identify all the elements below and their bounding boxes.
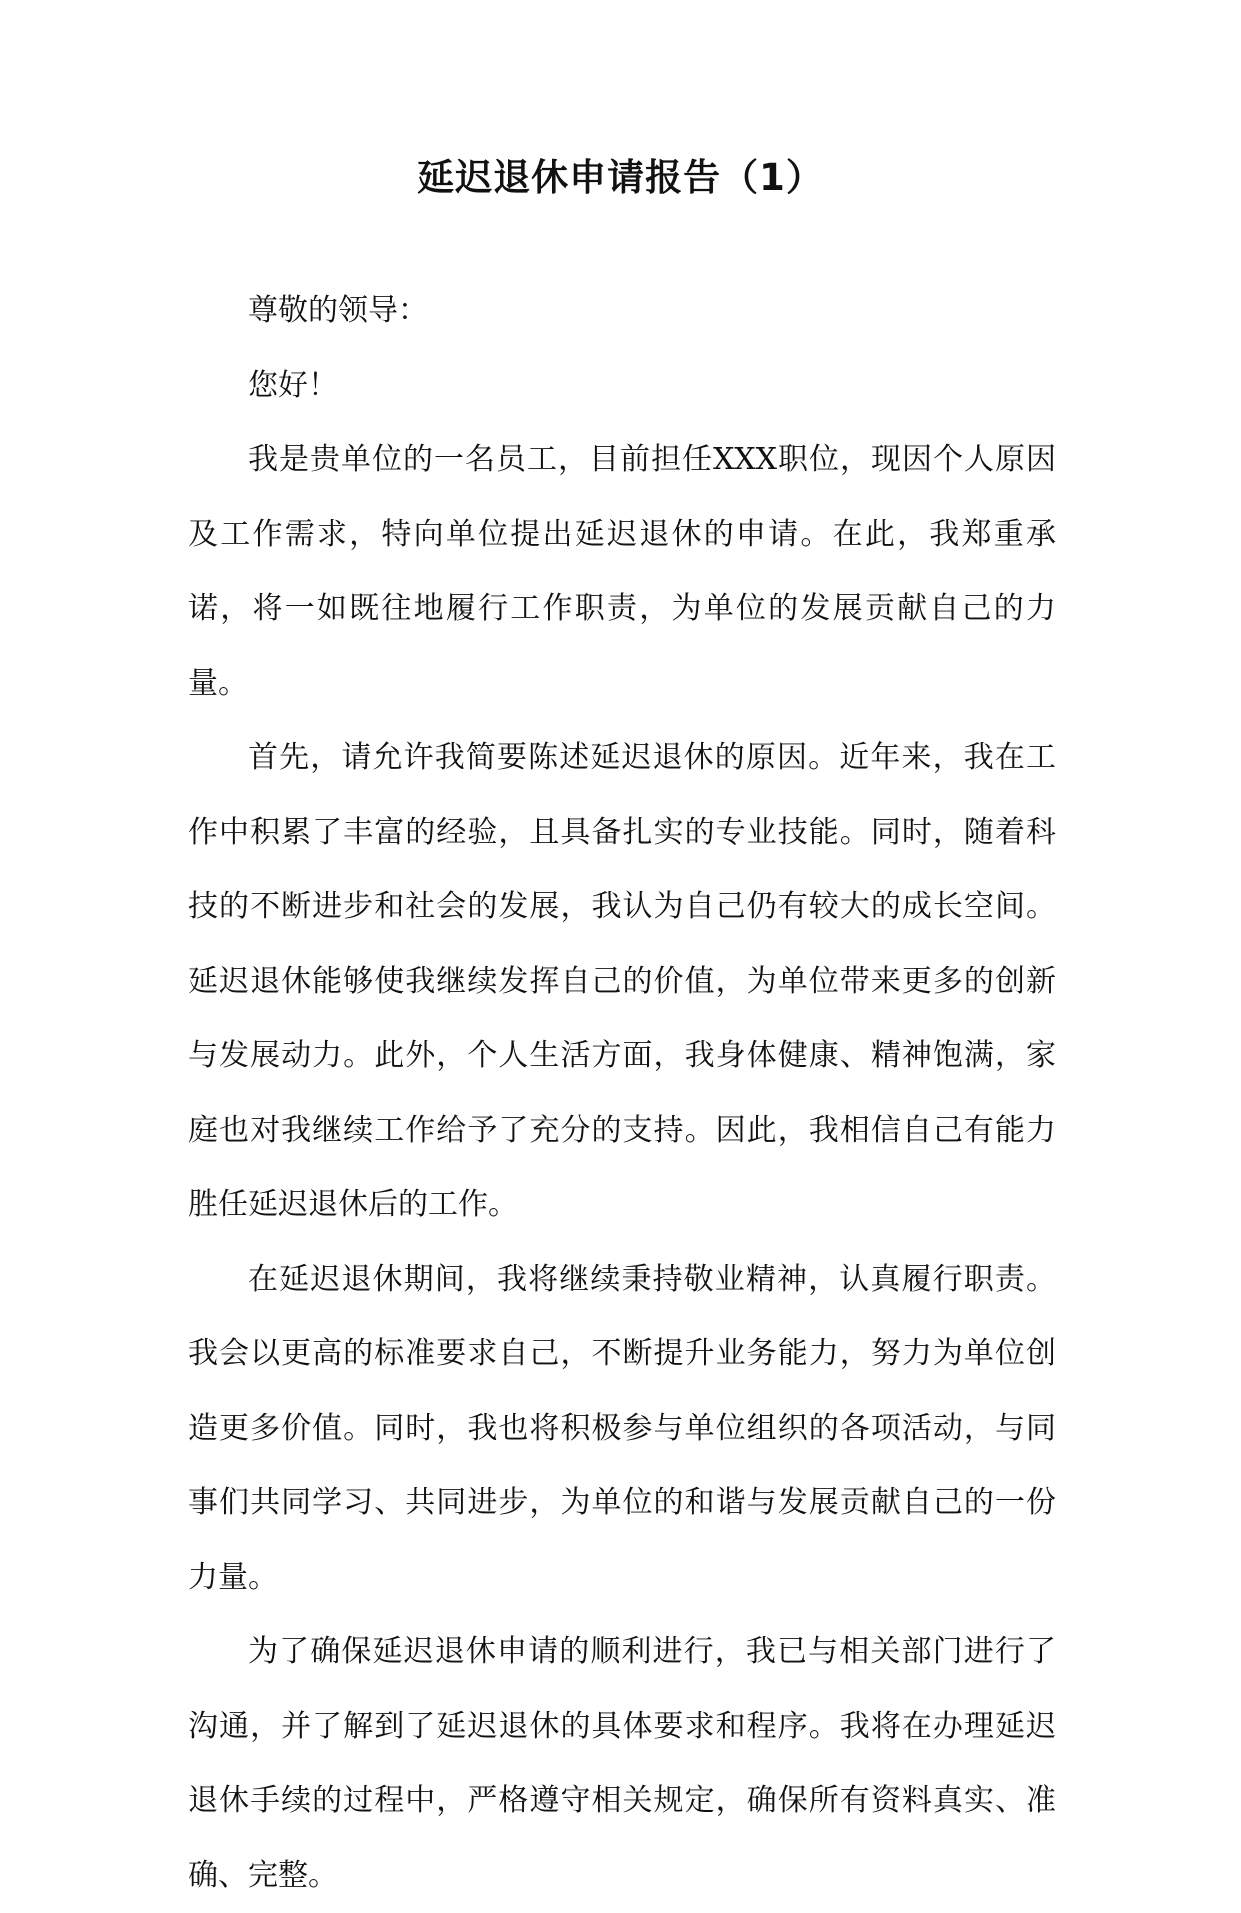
paragraph-intro: 我是贵单位的一名员工，目前担任XXX职位，现因个人原因及工作需求，特向单位提出延迟退休的申请。在此，我郑重承诺，将一如既往地履行工作职责，为单位的发展贡献自己的力量。: [188, 442, 1056, 701]
paragraph-reasons: 首先，请允许我简要陈述延迟退休的原因。近年来，我在工作中积累了丰富的经验，且具备扎实的专业技能。同时，随着科技的不断进步和社会的发展，我认为自己仍有较大的成长空间。延迟退休能够使我继续发挥自己的价值，为单位带来更多的创新与发展动力。此外，个人生活方面，我身体健康、精神饱满，家庭也对我继续工作给予了充分的支持。因此，我相信自己有能力胜任延迟退休后的工作。: [188, 740, 1056, 1222]
greeting: 您好！: [248, 367, 338, 403]
document-body: [188, 274, 1056, 1913]
document-title: 延迟退休申请报告（1）: [417, 156, 824, 199]
paragraph-procedure: 为了确保延迟退休申请的顺利进行，我已与相关部门进行了沟通，并了解到了延迟退休的具体要求和程序。我将在办理延迟退休手续的过程中，严格遵守相关规定，确保所有资料真实、准确、完整。: [188, 1634, 1056, 1893]
salutation: 尊敬的领导：: [248, 293, 428, 328]
paragraph-commitment: 在延迟退休期间，我将继续秉持敬业精神，认真履行职责。我会以更高的标准要求自己，不断提升业务能力，努力为单位创造更多价值。同时，我也将积极参与单位组织的各项活动，与同事们共同学习、共同进步，为单位的和谐与发展贡献自己的一份力量。: [188, 1261, 1056, 1595]
